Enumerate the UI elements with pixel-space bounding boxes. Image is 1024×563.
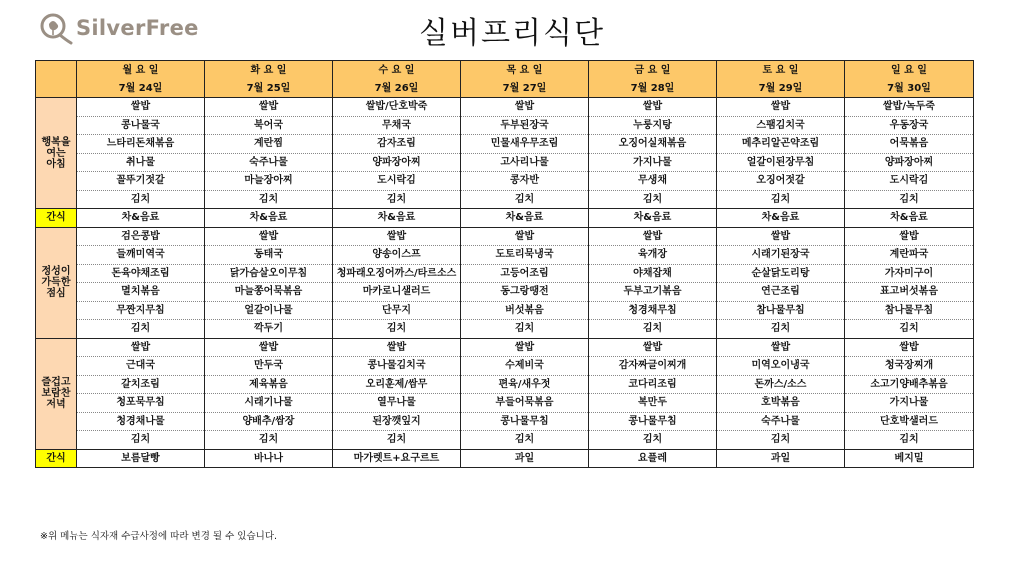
date-header: 7월 27일: [461, 79, 589, 98]
menu-item: 쌀밥: [77, 338, 205, 357]
menu-item: 마늘장아찌: [205, 172, 333, 191]
menu-item: 양송이스프: [333, 246, 461, 265]
breakfast-row: [36, 116, 974, 135]
menu-item: 계란찜: [205, 135, 333, 154]
menu-item: 수제비국: [461, 357, 589, 376]
menu-item: 감자짜글이찌개: [589, 357, 717, 376]
breakfast-label-line: 여는: [46, 147, 66, 159]
header-corner: [36, 61, 77, 98]
menu-item: 갈치조림: [77, 375, 205, 394]
dinner-row: [36, 431, 974, 450]
menu-item: 쌀밥: [589, 338, 717, 357]
breakfast-row: [36, 98, 974, 117]
breakfast-label-line: 행복을: [41, 136, 71, 148]
day-header: 목 요 일: [461, 61, 589, 80]
menu-item: 무채국: [333, 116, 461, 135]
dinner-row: [36, 412, 974, 431]
lunch-row: [36, 320, 974, 339]
menu-item: 북어국: [205, 116, 333, 135]
date-header: 7월 24일: [77, 79, 205, 98]
menu-item: 청경채무침: [589, 301, 717, 320]
brand-name: SilverFree: [76, 16, 199, 40]
menu-item: 청국장찌개: [845, 357, 974, 376]
menu-item: 쌀밥: [333, 338, 461, 357]
lunch-label-line: 점심: [46, 288, 66, 299]
dinner-label-line: 보람찬: [41, 388, 71, 399]
snack-item: 차&음료: [461, 209, 589, 228]
date-header: 7월 29일: [717, 79, 845, 98]
menu-item: 쌀밥/녹두죽: [845, 98, 974, 117]
menu-item: 참나물무침: [845, 301, 974, 320]
menu-item: 돈까스/소스: [717, 375, 845, 394]
lunch-row: [36, 301, 974, 320]
menu-item: 김치: [717, 190, 845, 209]
menu-item: 김치: [845, 320, 974, 339]
menu-item: 시래기된장국: [717, 246, 845, 265]
menu-item: 쌀밥: [845, 338, 974, 357]
menu-item: 콩나물무침: [461, 412, 589, 431]
menu-item: 쌀밥: [717, 98, 845, 117]
dinner-row: [36, 375, 974, 394]
day-header: 금 요 일: [589, 61, 717, 80]
menu-item: 닭가슴살오이무침: [205, 264, 333, 283]
breakfast-row: [36, 172, 974, 191]
dinner-row: [36, 338, 974, 357]
menu-item: 스팸김치국: [717, 116, 845, 135]
snack-label: 간식: [36, 449, 77, 468]
menu-item: 근대국: [77, 357, 205, 376]
menu-item: 숙주나물: [205, 153, 333, 172]
menu-item: 감자조림: [333, 135, 461, 154]
menu-item: 쌀밥: [77, 98, 205, 117]
snack-item: 차&음료: [205, 209, 333, 228]
menu-item: 콩나물무침: [589, 412, 717, 431]
snack-item: 차&음료: [333, 209, 461, 228]
snack-label: 간식: [36, 209, 77, 228]
menu-item: 쌀밥: [589, 227, 717, 246]
menu-item: 멸치볶음: [77, 283, 205, 302]
snack-item: 차&음료: [77, 209, 205, 228]
menu-item: 만두국: [205, 357, 333, 376]
dinner-label-line: 저녁: [46, 399, 66, 410]
menu-item: 계란파국: [845, 246, 974, 265]
menu-item: 숙주나물: [717, 412, 845, 431]
menu-item: 쌀밥: [461, 227, 589, 246]
snack-item: 차&음료: [589, 209, 717, 228]
menu-item: 쌀밥: [461, 338, 589, 357]
snack-item: 바나나: [205, 449, 333, 468]
menu-item: 미역오이냉국: [717, 357, 845, 376]
menu-item: 두부고기볶음: [589, 283, 717, 302]
menu-item: 얼갈이된장무침: [717, 153, 845, 172]
day-header: 월 요 일: [77, 61, 205, 80]
menu-item: 얼갈이나물: [205, 301, 333, 320]
menu-item: 김치: [333, 431, 461, 450]
menu-item: 야채잡채: [589, 264, 717, 283]
menu-item: 고사리나물: [461, 153, 589, 172]
menu-item: 오징어젓갈: [717, 172, 845, 191]
menu-change-notice: ※위 메뉴는 식자재 수급사정에 따라 변경 될 수 있습니다.: [40, 531, 278, 542]
menu-item: 가지나물: [845, 394, 974, 413]
menu-item: 김치: [333, 320, 461, 339]
menu-item: 가자미구이: [845, 264, 974, 283]
menu-item: 취나물: [77, 153, 205, 172]
lunch-label: [36, 227, 77, 338]
date-header: 7월 26일: [333, 79, 461, 98]
menu-item: 마카로니샐러드: [333, 283, 461, 302]
breakfast-label: [36, 98, 77, 209]
menu-item: 민물새우무조림: [461, 135, 589, 154]
menu-item: 김치: [845, 190, 974, 209]
lunch-row: [36, 264, 974, 283]
menu-item: 가지나물: [589, 153, 717, 172]
menu-item: 들깨미역국: [77, 246, 205, 265]
lunch-label-line: 가득한: [41, 277, 71, 288]
menu-item: 도토리묵냉국: [461, 246, 589, 265]
menu-item: 김치: [77, 190, 205, 209]
breakfast-row: [36, 135, 974, 154]
menu-item: 동그랑땡전: [461, 283, 589, 302]
snack-row: [36, 449, 974, 468]
menu-item: 김치: [205, 431, 333, 450]
menu-item: 버섯볶음: [461, 301, 589, 320]
menu-item: 연근조림: [717, 283, 845, 302]
menu-item: 동태국: [205, 246, 333, 265]
menu-item: 도시락김: [333, 172, 461, 191]
dinner-row: [36, 394, 974, 413]
menu-item: 콩나물국: [77, 116, 205, 135]
menu-item: 청경채나물: [77, 412, 205, 431]
menu-item: 표고버섯볶음: [845, 283, 974, 302]
menu-item: 콩나물김치국: [333, 357, 461, 376]
snack-item: 마가렛트+요구르트: [333, 449, 461, 468]
breakfast-row: [36, 190, 974, 209]
menu-item: 편육/새우젓: [461, 375, 589, 394]
menu-item: 순살닭도리탕: [717, 264, 845, 283]
menu-item: 코다리조림: [589, 375, 717, 394]
menu-item: 김치: [717, 431, 845, 450]
snack-item: 과일: [717, 449, 845, 468]
menu-item: 쌀밥: [333, 227, 461, 246]
menu-item: 단호박샐러드: [845, 412, 974, 431]
menu-item: 청파래오징어까스/타르소스: [333, 264, 461, 283]
page-title: 실버프리식단: [419, 16, 605, 51]
lunch-label-line: 정성이: [41, 266, 71, 277]
lunch-row: [36, 227, 974, 246]
snack-item: 베지밀: [845, 449, 974, 468]
menu-item: 도시락김: [845, 172, 974, 191]
snack-row: [36, 209, 974, 228]
day-header: 수 요 일: [333, 61, 461, 80]
menu-item: 육개장: [589, 246, 717, 265]
menu-item: 무짠지무침: [77, 301, 205, 320]
menu-item: 김치: [333, 190, 461, 209]
menu-item: 어묵볶음: [845, 135, 974, 154]
menu-item: 쌀밥: [205, 227, 333, 246]
snack-item: 차&음료: [717, 209, 845, 228]
menu-item: 오리훈제/쌈무: [333, 375, 461, 394]
menu-item: 쌀밥: [461, 98, 589, 117]
menu-item: 깍두기: [205, 320, 333, 339]
day-header: 화 요 일: [205, 61, 333, 80]
day-header: 일 요 일: [845, 61, 974, 80]
menu-item: 누룽지탕: [589, 116, 717, 135]
menu-item: 김치: [461, 431, 589, 450]
menu-item: 복만두: [589, 394, 717, 413]
menu-item: 꼴뚜기젓갈: [77, 172, 205, 191]
lunch-row: [36, 246, 974, 265]
menu-item: 무생채: [589, 172, 717, 191]
menu-item: 메추리알곤약조림: [717, 135, 845, 154]
menu-item: 된장깻잎지: [333, 412, 461, 431]
lunch-row: [36, 283, 974, 302]
menu-item: 김치: [461, 320, 589, 339]
menu-item: 김치: [717, 320, 845, 339]
menu-item: 두부된장국: [461, 116, 589, 135]
menu-item: 콩자반: [461, 172, 589, 191]
menu-item: 오징어실채볶음: [589, 135, 717, 154]
menu-item: 김치: [205, 190, 333, 209]
menu-item: 마늘쫑어묵볶음: [205, 283, 333, 302]
snack-item: 차&음료: [845, 209, 974, 228]
dinner-row: [36, 357, 974, 376]
menu-item: 고등어조림: [461, 264, 589, 283]
menu-item: 쌀밥: [717, 227, 845, 246]
menu-item: 부들어묵볶음: [461, 394, 589, 413]
menu-item: 김치: [461, 190, 589, 209]
menu-item: 열무나물: [333, 394, 461, 413]
date-header: 7월 30일: [845, 79, 974, 98]
menu-item: 시래기나물: [205, 394, 333, 413]
menu-item: 단무지: [333, 301, 461, 320]
menu-item: 청포묵무침: [77, 394, 205, 413]
menu-item: 쌀밥: [845, 227, 974, 246]
menu-item: 돈육야채조림: [77, 264, 205, 283]
menu-item: 쌀밥: [717, 338, 845, 357]
menu-item: 김치: [845, 431, 974, 450]
menu-item: 쌀밥: [205, 98, 333, 117]
menu-item: 김치: [77, 320, 205, 339]
dinner-label-line: 즐겁고: [41, 377, 71, 388]
menu-item: 검은콩밥: [77, 227, 205, 246]
menu-item: 양배추/쌈장: [205, 412, 333, 431]
menu-item: 호박볶음: [717, 394, 845, 413]
snack-item: 보름달빵: [77, 449, 205, 468]
menu-item: 소고기양배추볶음: [845, 375, 974, 394]
weekly-menu-table: [35, 60, 974, 468]
menu-item: 쌀밥/단호박죽: [333, 98, 461, 117]
dinner-label: [36, 338, 77, 449]
snack-item: 요플레: [589, 449, 717, 468]
menu-item: 쌀밥: [205, 338, 333, 357]
date-header: 7월 28일: [589, 79, 717, 98]
date-header: 7월 25일: [205, 79, 333, 98]
menu-item: 양파장아찌: [845, 153, 974, 172]
menu-item: 김치: [589, 190, 717, 209]
menu-item: 쌀밥: [589, 98, 717, 117]
menu-item: 느타리돈채볶음: [77, 135, 205, 154]
menu-item: 김치: [589, 431, 717, 450]
day-header: 토 요 일: [717, 61, 845, 80]
breakfast-label-line: 아침: [46, 158, 66, 170]
menu-item: 제육볶음: [205, 375, 333, 394]
menu-item: 김치: [589, 320, 717, 339]
snack-item: 과일: [461, 449, 589, 468]
menu-item: 김치: [77, 431, 205, 450]
menu-item: 우동장국: [845, 116, 974, 135]
menu-item: 참나물무침: [717, 301, 845, 320]
menu-item: 양파장아찌: [333, 153, 461, 172]
breakfast-row: [36, 153, 974, 172]
